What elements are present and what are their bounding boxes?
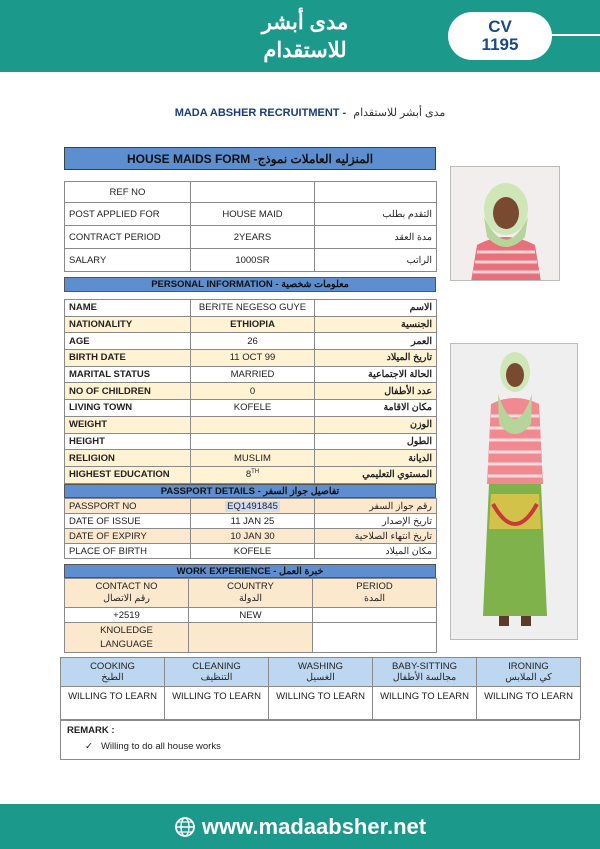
- work-col-country-ar: الدولة: [238, 593, 263, 604]
- birth-date-label: BIRTH DATE: [65, 350, 191, 367]
- skill-washing-en: WASHING: [297, 661, 344, 672]
- form-title: HOUSE MAIDS FORM -المنزليه العاملات نموذج: [64, 147, 436, 170]
- passport-no-value: [191, 499, 315, 514]
- passport-no-text: EQ1491845: [227, 500, 278, 512]
- job-table: [64, 181, 437, 272]
- religion-value: MUSLIM: [191, 450, 315, 467]
- language-label-line1: KNOLEDGE: [100, 624, 153, 636]
- table-row: [65, 450, 437, 467]
- table-row: [65, 529, 437, 544]
- table-row: [65, 466, 437, 483]
- education-suffix: TH: [251, 469, 260, 476]
- religion-ar: الديانة: [315, 450, 437, 467]
- portrait-photo-figure: [451, 167, 560, 281]
- contract-value: 2YEARS: [191, 226, 315, 249]
- skill-ironing-en: IRONING: [508, 661, 549, 672]
- table-row: [65, 608, 437, 623]
- town-value: KOFELE: [191, 400, 315, 417]
- age-label: AGE: [65, 333, 191, 350]
- birthplace-ar: مكان الميلاد: [315, 544, 437, 559]
- weight-label: WEIGHT: [65, 416, 191, 433]
- table-row: [65, 383, 437, 400]
- name-label: NAME: [65, 300, 191, 317]
- skill-ironing-ar: كي الملابس: [505, 672, 552, 683]
- header-divider: [552, 34, 600, 36]
- town-label: LIVING TOWN: [65, 400, 191, 417]
- ref-ar: [315, 182, 437, 203]
- name-ar: الاسم: [315, 300, 437, 317]
- height-label: HEIGHT: [65, 433, 191, 450]
- town-ar: مكان الاقامة: [315, 400, 437, 417]
- skill-babysitting-ar: مجالسة الأطفال: [392, 672, 457, 683]
- nationality-ar: الجنسية: [315, 316, 437, 333]
- cv-number: 1195: [481, 35, 519, 54]
- full-body-photo: [450, 343, 578, 640]
- subtitle-en: MADA ABSHER RECRUITMENT -: [174, 107, 347, 119]
- birthplace-label: PLACE OF BIRTH: [65, 544, 191, 559]
- skill-cleaning-ar: التنظيف: [200, 672, 233, 683]
- remark-label: REMARK :: [67, 725, 115, 736]
- work-table: [64, 578, 437, 653]
- personal-table: [64, 299, 437, 484]
- marital-ar: الحالة الاجتماعية: [315, 366, 437, 383]
- work-period-value: [313, 608, 437, 623]
- skill-cooking: [61, 658, 165, 687]
- skill-washing-value: WILLING TO LEARN: [269, 687, 373, 720]
- cv-label: CV: [488, 17, 512, 36]
- height-ar: الطول: [315, 433, 437, 450]
- marital-value: MARRIED: [191, 366, 315, 383]
- work-contact-value: +2519: [65, 608, 189, 623]
- skill-cleaning: [165, 658, 269, 687]
- table-row: [65, 433, 437, 450]
- table-row: [61, 687, 581, 720]
- table-row: [65, 499, 437, 514]
- skill-washing-ar: الغسيل: [306, 672, 335, 683]
- salary-value: 1000SR: [191, 249, 315, 272]
- skill-washing: [269, 658, 373, 687]
- education-ar: المستوي التعليمي: [315, 466, 437, 483]
- skill-babysitting: [373, 658, 477, 687]
- subtitle-ar: مدى أبشر للاستقدام: [353, 107, 446, 119]
- work-experience-header: WORK EXPERIENCE - خبرة العمل: [64, 564, 436, 578]
- footer-bar: [0, 804, 600, 849]
- passport-header: PASSPORT DETAILS - تفاصيل جواز السفر: [64, 484, 436, 498]
- height-value: [191, 433, 315, 450]
- issue-value: 11 JAN 25: [191, 514, 315, 529]
- website-link[interactable]: www.madaabsher.net: [201, 814, 427, 839]
- work-col-period-en: PERIOD: [356, 581, 393, 592]
- post-ar: التقدم بطلب: [315, 203, 437, 226]
- table-row: [65, 579, 437, 608]
- language-label-line2: LANGUAGE: [100, 638, 153, 650]
- table-row: [65, 544, 437, 559]
- table-row: [65, 226, 437, 249]
- work-col-contact-en: CONTACT NO: [95, 581, 158, 592]
- table-row: [65, 416, 437, 433]
- brand-title-line1: مدى أبشر: [261, 11, 349, 34]
- work-col-period-ar: المدة: [364, 593, 385, 604]
- table-row: [65, 366, 437, 383]
- ref-value: [191, 182, 315, 203]
- education-value: [191, 466, 315, 483]
- religion-label: RELIGION: [65, 450, 191, 467]
- table-row: [65, 350, 437, 367]
- skill-cooking-value: WILLING TO LEARN: [61, 687, 165, 720]
- passport-table: [64, 498, 437, 559]
- full-body-photo-figure: [451, 344, 578, 640]
- skill-cooking-en: COOKING: [90, 661, 135, 672]
- skill-ironing-value: WILLING TO LEARN: [477, 687, 581, 720]
- post-value: HOUSE MAID: [191, 203, 315, 226]
- language-value: [189, 623, 313, 653]
- work-col-contact: [65, 579, 189, 608]
- children-value: 0: [191, 383, 315, 400]
- remark-item: [85, 741, 221, 752]
- education-number: 8: [245, 469, 252, 481]
- cv-badge: [448, 12, 552, 60]
- age-ar: العمر: [315, 333, 437, 350]
- work-col-period: [313, 579, 437, 608]
- table-row: [65, 514, 437, 529]
- skill-ironing: [477, 658, 581, 687]
- expiry-label: DATE OF EXPIRY: [65, 529, 191, 544]
- expiry-ar: تاريخ انتهاء الصلاحية: [315, 529, 437, 544]
- skill-babysitting-en: BABY-SITTING: [391, 661, 458, 672]
- company-subtitle: [100, 106, 520, 119]
- table-row: [65, 400, 437, 417]
- work-col-contact-ar: رقم الاتصال: [103, 593, 150, 604]
- nationality-label: NATIONALITY: [65, 316, 191, 333]
- table-row: [65, 203, 437, 226]
- remark-text: Willing to do all house works: [100, 741, 221, 752]
- post-label: POST APPLIED FOR: [65, 203, 191, 226]
- skill-cooking-ar: الطبخ: [101, 672, 124, 683]
- ref-label: REF NO: [65, 182, 191, 203]
- personal-info-header: PERSONAL INFORMATION - معلومات شخصية: [64, 277, 436, 292]
- passport-no-label: PASSPORT NO: [65, 499, 191, 514]
- table-row: [65, 300, 437, 317]
- education-label: HIGHEST EDUCATION: [65, 466, 191, 483]
- skill-cleaning-en: CLEANING: [192, 661, 241, 672]
- table-row: [65, 182, 437, 203]
- brand-title-line2: للاستقدام: [263, 39, 347, 62]
- birth-date-value: 11 OCT 99: [191, 350, 315, 367]
- skill-cleaning-value: WILLING TO LEARN: [165, 687, 269, 720]
- work-col-country-en: COUNTRY: [227, 581, 274, 592]
- name-value: BERITE NEGESO GUYE: [191, 300, 315, 317]
- table-row: [61, 658, 581, 687]
- table-row: [65, 249, 437, 272]
- table-row: [65, 623, 437, 653]
- skills-table: [60, 657, 581, 720]
- children-ar: عدد الأطفال: [315, 383, 437, 400]
- salary-ar: الراتب: [315, 249, 437, 272]
- remark-box: [60, 720, 580, 760]
- portrait-photo: [450, 166, 560, 281]
- issue-label: DATE OF ISSUE: [65, 514, 191, 529]
- language-empty: [313, 623, 437, 653]
- age-value: 26: [191, 333, 315, 350]
- globe-icon: [174, 816, 196, 838]
- work-country-value: NEW: [189, 608, 313, 623]
- language-label: [65, 623, 189, 653]
- weight-value: [191, 416, 315, 433]
- children-label: NO OF CHILDREN: [65, 383, 191, 400]
- marital-label: MARITAL STATUS: [65, 366, 191, 383]
- check-icon: ✓: [85, 741, 93, 752]
- nationality-value: ETHIOPIA: [191, 316, 315, 333]
- passport-no-ar: رقم جواز السفر: [315, 499, 437, 514]
- contract-ar: مدة العقد: [315, 226, 437, 249]
- work-col-country: [189, 579, 313, 608]
- issue-ar: تاريخ الإصدار: [315, 514, 437, 529]
- table-row: [65, 333, 437, 350]
- weight-ar: الوزن: [315, 416, 437, 433]
- contract-label: CONTRACT PERIOD: [65, 226, 191, 249]
- expiry-value: 10 JAN 30: [191, 529, 315, 544]
- salary-label: SALARY: [65, 249, 191, 272]
- skill-babysitting-value: WILLING TO LEARN: [373, 687, 477, 720]
- birth-date-ar: تاريخ الميلاد: [315, 350, 437, 367]
- table-row: [65, 316, 437, 333]
- birthplace-value: KOFELE: [191, 544, 315, 559]
